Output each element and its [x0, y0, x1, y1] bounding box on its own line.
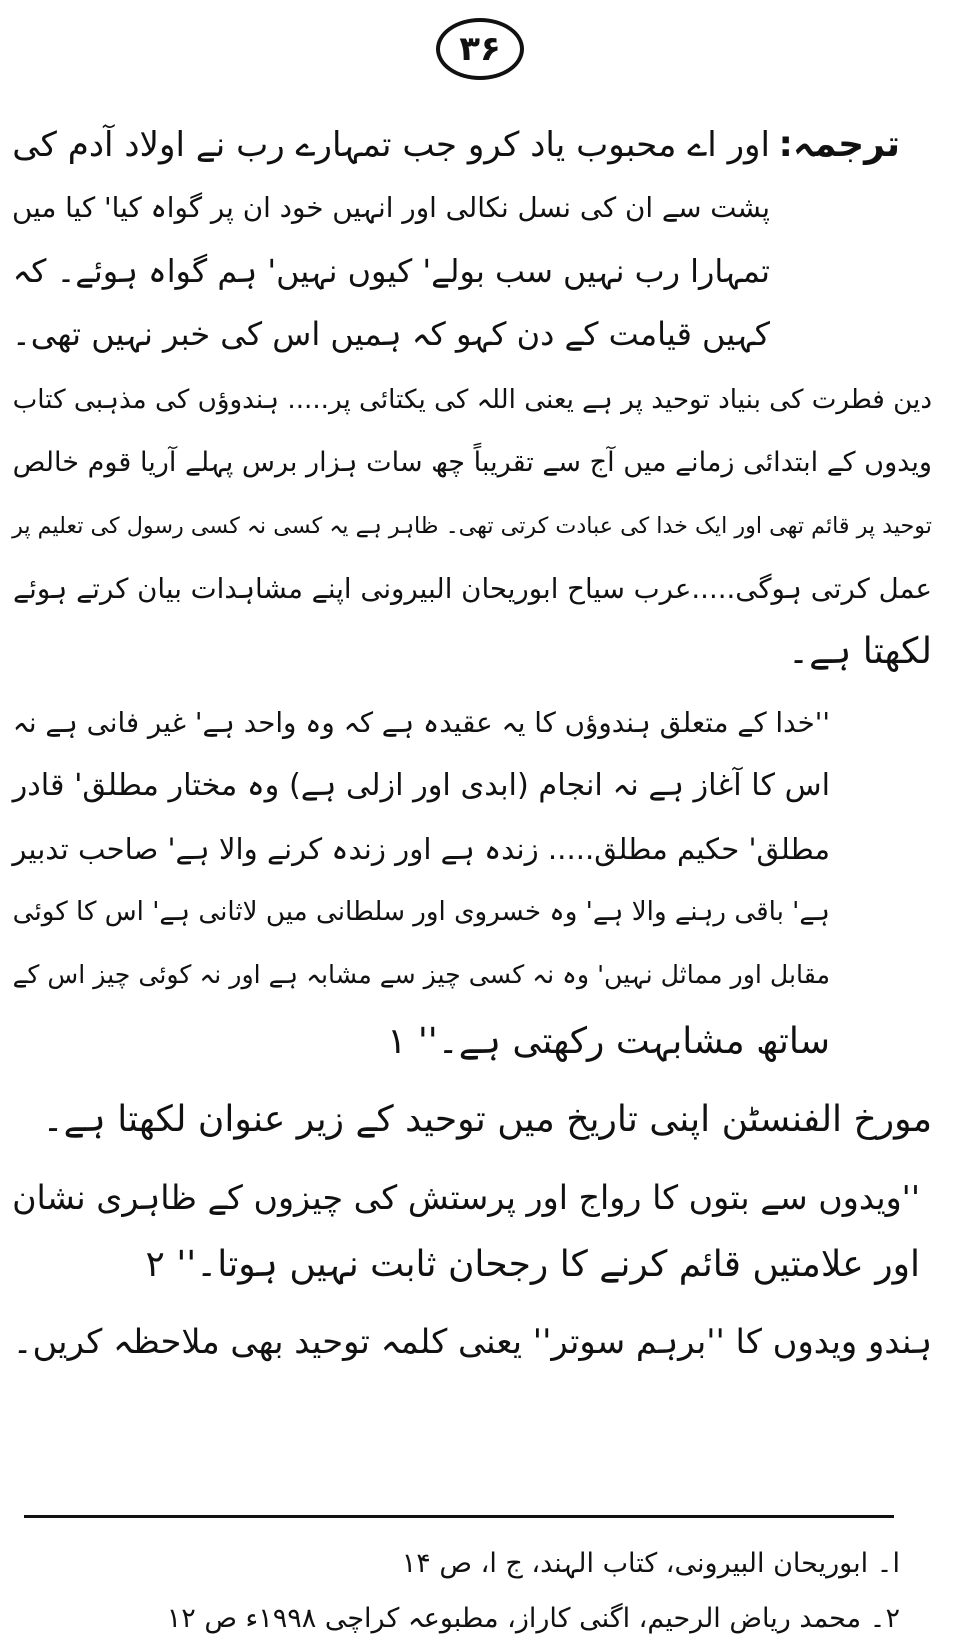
quote-line: مطلق' حکیم مطلق..... زندہ ہے اور زندہ کرنے والا ہے' صاحب تدبیر — [12, 832, 830, 866]
paragraph-line: دین فطرت کی بنیاد توحید پر ہے یعنی اللہ کی یکتائی پر..... ہندوؤں کی مذہبی کتاب — [12, 385, 932, 415]
translation-line: اور اے محبوب یاد کرو جب تمہارے رب نے اولاد آدم کی — [12, 125, 770, 165]
quote-line: ہے' باقی رہنے والا ہے' وہ خسروی اور سلطانی میں لاثانی ہے' اس کا کوئی — [12, 897, 830, 927]
footnote-divider — [24, 1515, 894, 1518]
quote-line: ''خدا کے متعلق ہندوؤں کا یہ عقیدہ ہے کہ وہ واحد ہے' غیر فانی ہے نہ — [12, 706, 830, 739]
footnote: ۲۔ محمد ریاض الرحیم، اگنی کاراز، مطبوعہ کراچی ۱۹۹۸ء ص ۱۲ — [166, 1603, 900, 1634]
quote-line: مقابل اور مماثل نہیں' وہ نہ کسی چیز سے مشابہ ہے اور نہ کوئی چیز اس کے — [12, 960, 830, 989]
translation-line: تمہارا رب نہیں سب بولے' کیوں نہیں' ہم گواہ ہوئے۔ کہ — [12, 252, 770, 290]
paragraph-line: توحید پر قائم تھی اور ایک خدا کی عبادت کرتی تھی۔ ظاہر ہے یہ کسی نہ کسی رسول کی تعلیم پر — [12, 513, 932, 539]
quote-line: ساتھ مشابہت رکھتی ہے۔'' ۱ — [387, 1021, 830, 1062]
translation-line: پشت سے ان کی نسل نکالی اور انہیں خود ان پر گواہ کیا' کیا میں — [11, 191, 770, 224]
footnote: ا۔ ابوریحان البیرونی، کتاب الہند، ج ا، ص ۱۴ — [401, 1548, 900, 1579]
paragraph-line: ویدوں کے ابتدائی زمانے میں آج سے تقریباً چھ سات ہزار برس پہلے آریا قوم خالص — [12, 447, 932, 478]
paragraph-line: ہندو ویدوں کا ''برہم سوتر'' یعنی کلمہ توحید بھی ملاحظہ کریں۔ — [12, 1322, 932, 1361]
translation-label: ترجمہ: — [778, 124, 900, 165]
paragraph-line: لکھتا ہے۔ — [788, 631, 932, 672]
paragraph-line: عمل کرتی ہوگی.....عرب سیاح ابوریحان البیرونی اپنے مشاہدات بیان کرتے ہوئے — [12, 572, 932, 605]
paragraph-line: مورخ الفنسٹن اپنی تاریخ میں توحید کے زیر عنوان لکھتا ہے۔ — [42, 1099, 932, 1140]
quote-line: اور علامتیں قائم کرنے کا رجحان ثابت نہیں ہوتا۔'' ۲ — [145, 1244, 920, 1285]
page-number: ۳۶ — [436, 18, 524, 80]
quote-line: اس کا آغاز ہے نہ انجام (ابدی اور ازلی ہے) وہ مختار مطلق' قادر — [12, 768, 830, 803]
translation-line: کہیں قیامت کے دن کہو کہ ہمیں اس کی خبر نہیں تھی۔ — [12, 315, 770, 353]
quote-line: ''ویدوں سے بتوں کا رواج اور پرستش کی چیزوں کے ظاہری نشان — [12, 1178, 920, 1217]
